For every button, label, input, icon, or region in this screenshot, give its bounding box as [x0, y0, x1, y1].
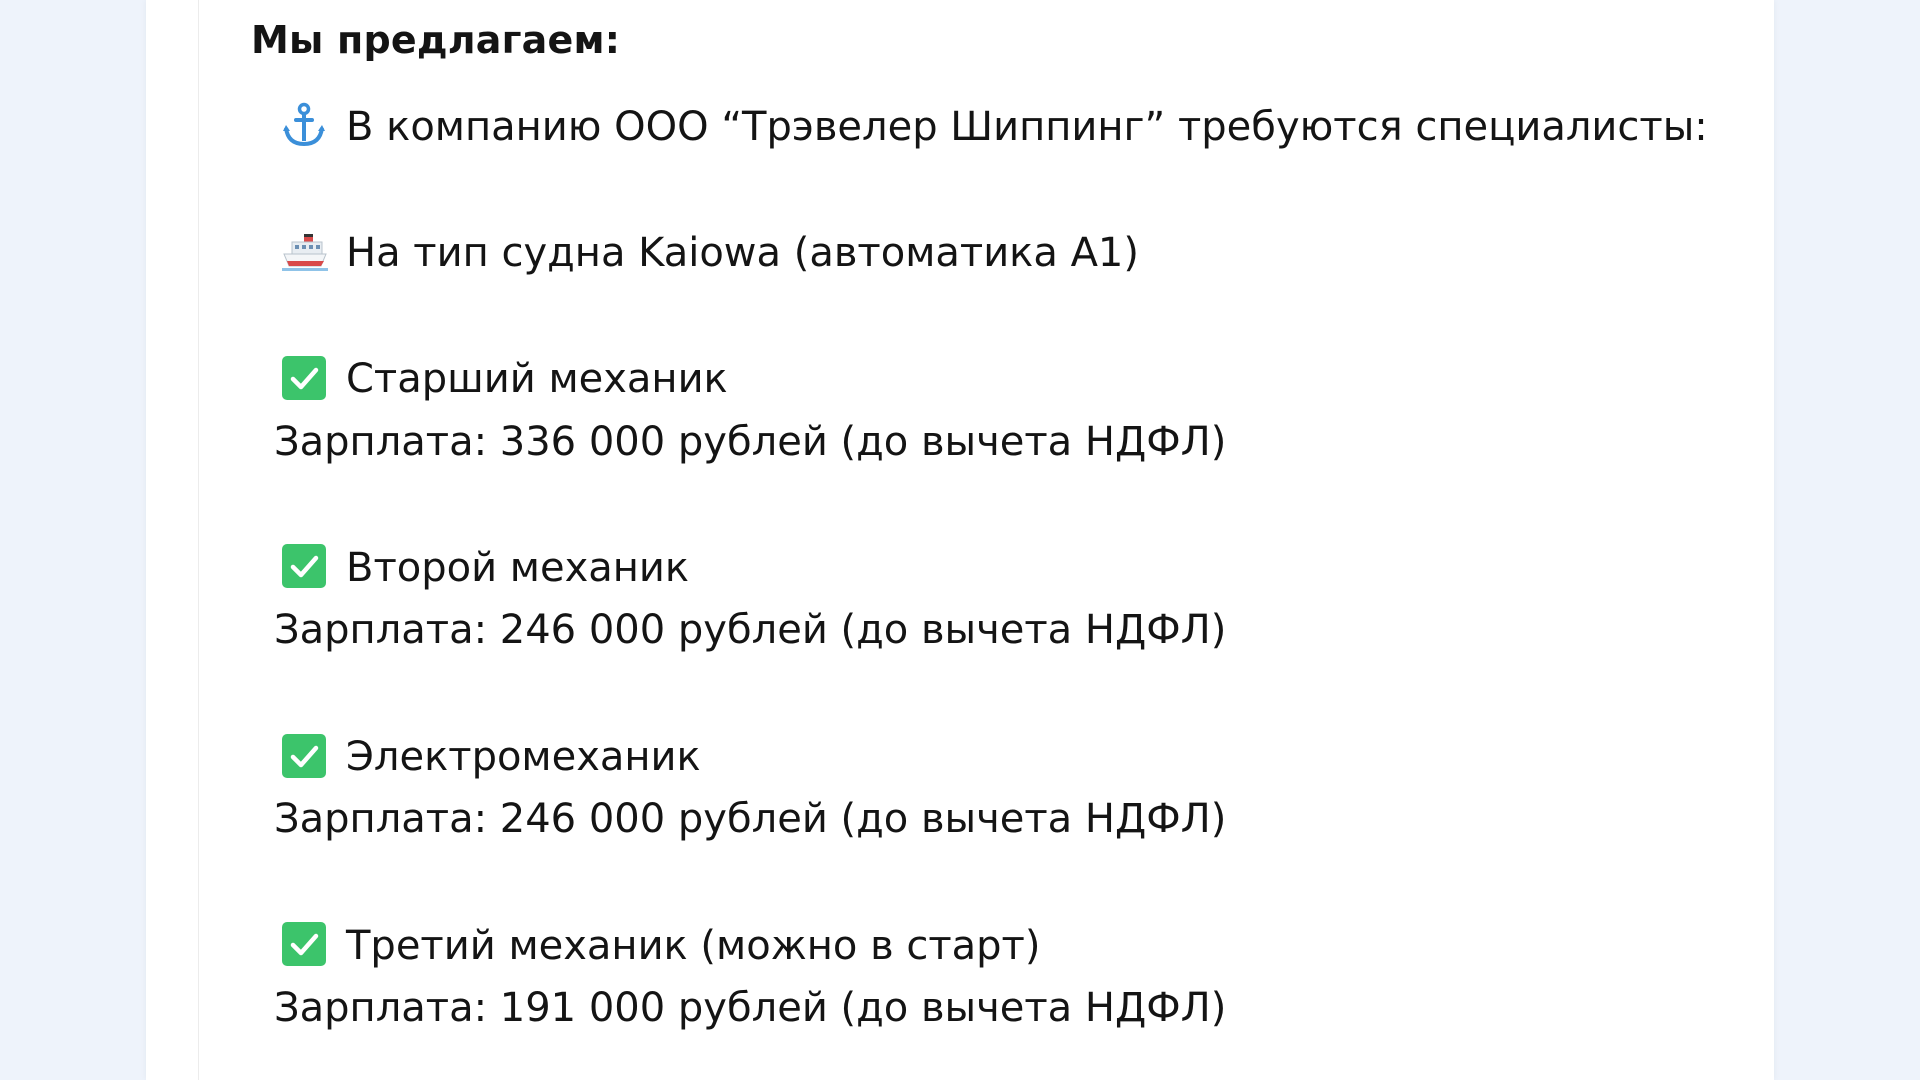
intro-text: В компанию ООО “Трэвелер Шиппинг” требуются специалисты: [346, 104, 1708, 150]
position-salary: Зарплата: 246 000 рублей (до вычета НДФЛ) [274, 796, 1227, 842]
section-heading: Мы предлагаем: [251, 18, 621, 62]
position-salary: Зарплата: 246 000 рублей (до вычета НДФЛ) [274, 607, 1227, 653]
check-box-icon [282, 356, 326, 400]
check-box-icon [282, 922, 326, 966]
position-title: Третий механик (можно в старт) [346, 923, 1041, 969]
check-box-icon [282, 734, 326, 778]
ship-type-text: На тип судна Kaiowa (автоматика А1) [346, 230, 1139, 276]
content-card [146, 0, 1774, 1080]
anchor-icon [282, 102, 326, 146]
position-title: Электромеханик [346, 734, 701, 780]
position-title: Старший механик [346, 356, 728, 402]
ship-icon [282, 232, 326, 276]
card-divider [198, 0, 199, 1080]
position-salary: Зарплата: 336 000 рублей (до вычета НДФЛ) [274, 419, 1227, 465]
position-title: Второй механик [346, 545, 690, 591]
position-salary: Зарплата: 191 000 рублей (до вычета НДФЛ) [274, 985, 1227, 1031]
check-box-icon [282, 544, 326, 588]
